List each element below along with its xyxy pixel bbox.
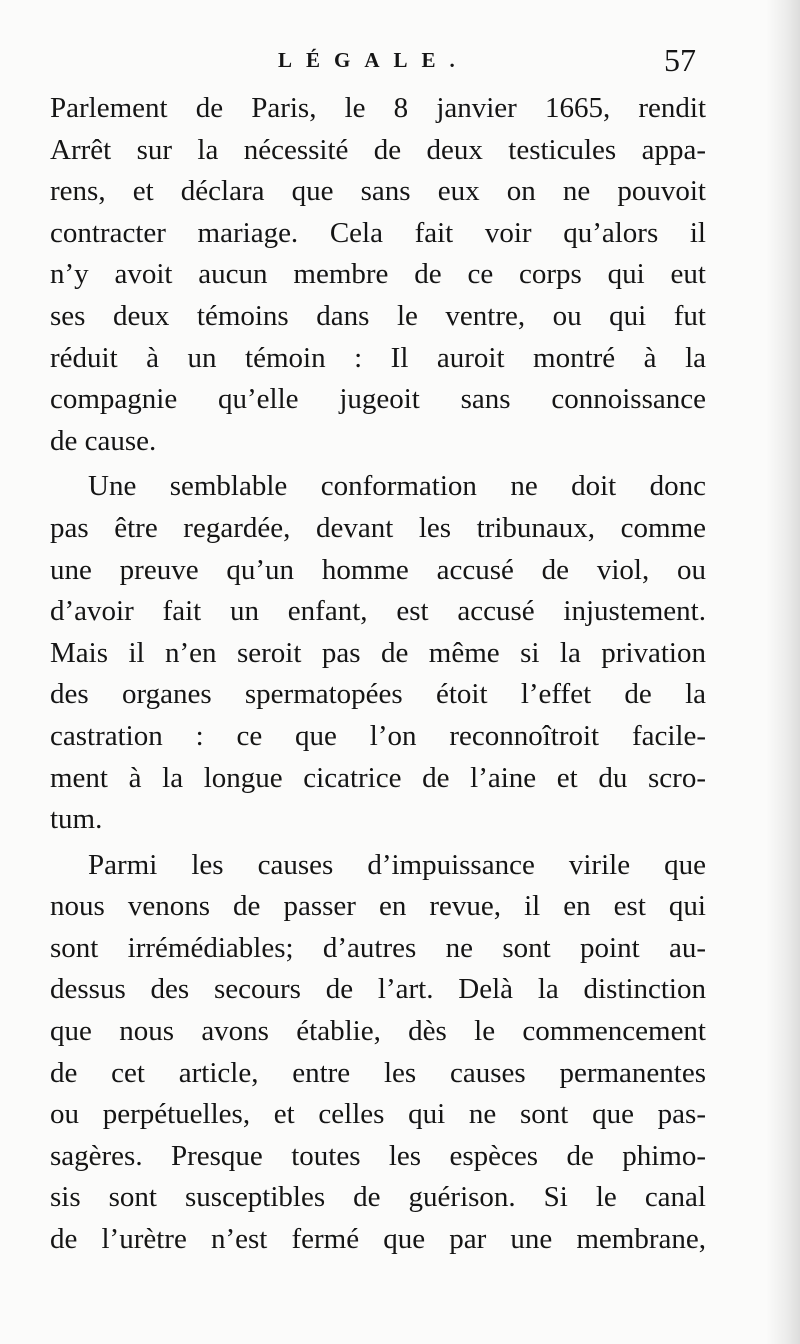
text-line: pas être regardée, devant les tribunaux, comme xyxy=(50,511,706,544)
text-line: de cause. xyxy=(50,424,157,457)
text-line: d’avoir fait un enfant, est accusé injustement. xyxy=(50,595,706,628)
text-line: de cet article, entre les causes permanentes xyxy=(50,1056,706,1089)
text-line: Une semblable conformation ne doit donc xyxy=(88,470,706,503)
text-line: des organes spermatopées étoit l’effet de la xyxy=(50,678,706,711)
text-line: Parmi les causes d’impuissance virile que xyxy=(88,848,706,881)
text-line: sis sont susceptibles de guérison. Si le canal xyxy=(50,1181,706,1214)
text-line: ment à la longue cicatrice de l’aine et du scro- xyxy=(50,761,706,794)
text-line: contracter mariage. Cela fait voir qu’alors il xyxy=(50,216,706,249)
paragraph xyxy=(50,845,706,1261)
text-line: sagères. Presque toutes les espèces de phimo- xyxy=(50,1139,706,1172)
paragraph xyxy=(50,88,706,462)
text-line: de l’urètre n’est fermé que par une membrane, xyxy=(50,1223,706,1256)
text-line: ses deux témoins dans le ventre, ou qui fut xyxy=(50,299,706,332)
text-line: ou perpétuelles, et celles qui ne sont que pas- xyxy=(50,1098,706,1131)
text-line: compagnie qu’elle jugeoit sans connoissance xyxy=(50,383,706,416)
text-line: Mais il n’en seroit pas de même si la privation xyxy=(50,636,706,669)
text-line: rens, et déclara que sans eux on ne pouvoit xyxy=(50,175,706,208)
text-line: sont irrémédiables; d’autres ne sont point au- xyxy=(50,931,706,964)
body-text xyxy=(50,88,706,1261)
page-edge-shadow xyxy=(766,0,800,1344)
text-line: tum. xyxy=(50,803,103,836)
page-number: 57 xyxy=(664,42,696,78)
running-head: LÉGALE. xyxy=(278,48,469,72)
page-header xyxy=(0,42,800,86)
text-line: une preuve qu’un homme accusé de viol, ou xyxy=(50,553,706,586)
text-line: Arrêt sur la nécessité de deux testicules appa- xyxy=(50,133,706,166)
text-line: Parlement de Paris, le 8 janvier 1665, rendit xyxy=(50,92,706,124)
text-line: dessus des secours de l’art. Delà la distinction xyxy=(50,973,706,1006)
text-line: castration : ce que l’on reconnoîtroit facile- xyxy=(50,719,706,752)
text-line: n’y avoit aucun membre de ce corps qui eut xyxy=(50,258,706,291)
paragraph xyxy=(50,466,706,840)
text-line: que nous avons établie, dès le commencement xyxy=(50,1015,706,1048)
text-line: réduit à un témoin : Il auroit montré à la xyxy=(50,341,706,374)
text-line: nous venons de passer en revue, il en est qui xyxy=(50,890,706,923)
